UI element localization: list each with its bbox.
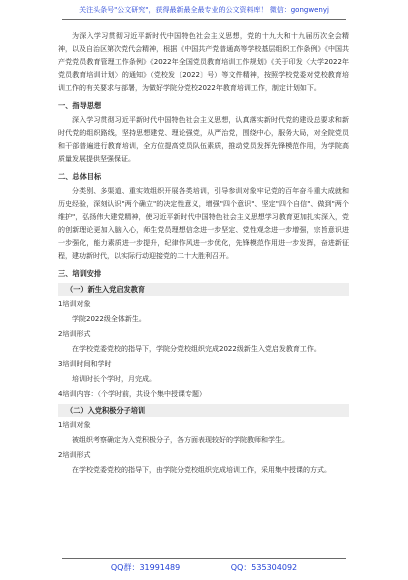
part-1-heading: （一）新生入党启发教育 bbox=[58, 283, 349, 296]
section-2-heading: 二、总体目标 bbox=[58, 172, 102, 181]
section-2-body: 分类别、多渠道、重实效组织开展各类培训，引导参训对象牢记党的百年奋斗重大成就和历史经验，深刻认识"两个确立"的决定性意义，增强"四个意识"、坚定"四个自信"、做到"两个维护"，弘扬伟大建党精神，使习近平新时代中国特色社会主义思想学习教育更加扎实深入，党的创新理论更加入脑入心，师生党员理想信念进一步坚定、党性观念进一步增强，宗旨意识进一步强化，能力素质进一步提升，纪律作风进一步优化，先锋模范作用进一步发挥，奋进新征程，建功新时代，以实际行动迎接党的二十大胜利召开。 bbox=[58, 187, 349, 260]
part-2-form-text: 在学校党委党校的指导下，由学院分党校组织完成培训工作，采用集中授课的方式。 bbox=[72, 466, 331, 474]
part-1-time-label: 3培训时间和学时 bbox=[58, 360, 112, 368]
section-1-body: 深入学习贯彻习近平新时代中国特色社会主义思想，认真落实新时代党的建设总要求和新时代党的组织路线，坚持思想建党、理论强党，从严治党，围绕中心，服务大局，对全院党员和干部普遍进行教育培训，全方位提高党员队伍素质，推动党员发挥先锋模范作用，为学院高质量发展提供坚强保证。 bbox=[58, 116, 349, 163]
part-1-object-text: 学院2022级全体新生。 bbox=[72, 315, 146, 323]
part-1-form-text: 在学校党委党校的指导下，学院分党校组织完成2022级新生入党启发教育工作。 bbox=[72, 345, 321, 353]
part-2-heading: （二）入党积极分子培训 bbox=[58, 404, 349, 417]
part-2-object-label: 1培训对象 bbox=[58, 421, 91, 429]
part-1-content-label: 4培训内容：（个学时前，共设个集中授课专题） bbox=[58, 390, 206, 398]
section-1-heading: 一、指导思想 bbox=[58, 101, 102, 110]
part-1-form-label: 2培训形式 bbox=[58, 330, 91, 338]
footer bbox=[0, 562, 408, 573]
footer-qq[interactable]: QQ：535304092 bbox=[230, 563, 298, 572]
header-divider bbox=[62, 19, 346, 20]
footer-divider bbox=[62, 558, 346, 559]
footer-qq-group[interactable]: QQ群：31991489 bbox=[110, 563, 181, 572]
part-2-form-label: 2培训形式 bbox=[58, 451, 91, 459]
document-body bbox=[58, 30, 349, 477]
part-1-object-label: 1培训对象 bbox=[58, 300, 91, 308]
intro-paragraph: 为深入学习贯彻习近平新时代中国特色社会主义思想，党的十九大和十九届历次全会精神，以及自治区第次党代会精神，根据《中国共产党普通高等学校基层组织工作条例》《中国共产党党员教育管理工作条例》《2022年全国党员教育培训工作规划》《关于印发〈大学2022年党员教育培训计划〉的通知》（党校发〔2022〕号）等文件精神，按照学校党委对党校教育培训工作的有关要求与部署，为做好学院分党校2022年教育培训工作，制定计划如下。 bbox=[58, 32, 349, 92]
part-1-time-text: 培训时长个学时，月完成。 bbox=[72, 375, 156, 383]
header-banner[interactable]: 关注头条号"公文研究"，获得最新最全最专业的公文资料库！ 微信：gongwenyj bbox=[79, 6, 329, 14]
part-2-object-text: 被组织考察确定为入党积极分子，各方面表现较好的学院教师和学生。 bbox=[72, 436, 289, 444]
section-3-heading: 三、培训安排 bbox=[58, 269, 102, 278]
